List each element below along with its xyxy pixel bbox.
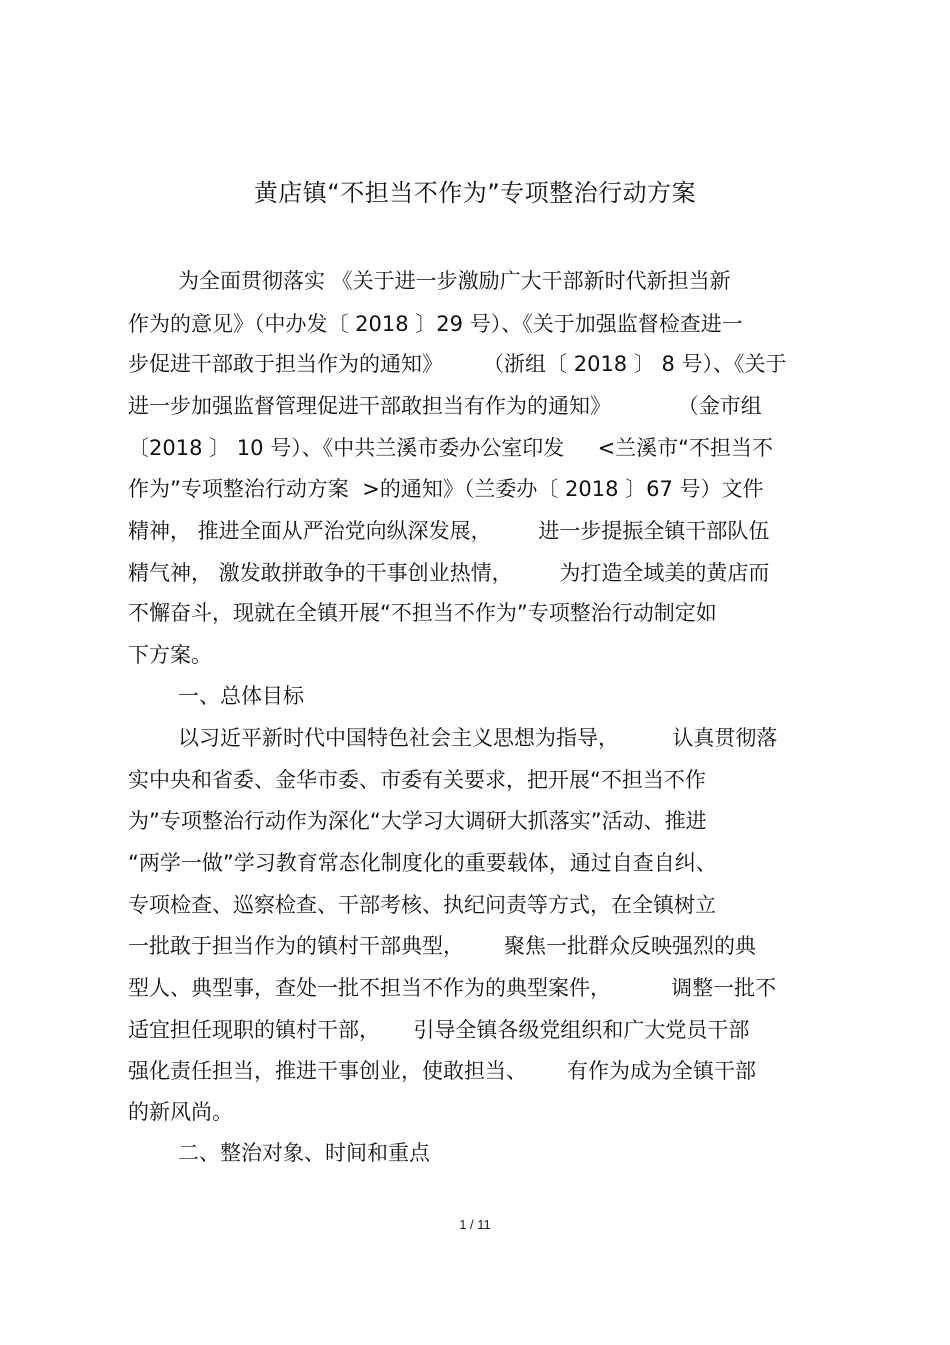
paragraph-line: 下方案。 bbox=[128, 643, 212, 667]
paragraph-line: 强化责任担当，推进干事创业，使敢担当、 有作为成为全镇干部 bbox=[128, 1059, 757, 1083]
paragraph-line: 为全面贯彻落实 《关于进一步激励广大干部新时代新担当新 bbox=[178, 269, 731, 293]
paragraph-line: 进一步加强监督管理促进干部敢担当有作为的通知》 （金市组 bbox=[128, 394, 762, 418]
paragraph-line: 实中央和省委、金华市委、市委有关要求，把开展“不担当不作 bbox=[128, 768, 706, 792]
paragraph-line: “两学一做”学习教育常态化制度化的重要载体，通过自查自纠、 bbox=[128, 851, 717, 875]
paragraph-line: 不懈奋斗，现就在全镇开展“不担当不作为”专项整治行动制定如 bbox=[128, 601, 717, 625]
paragraph-line: 专项检查、巡察检查、干部考核、执纪问责等方式，在全镇树立 bbox=[128, 893, 716, 917]
paragraph-line: 作为的意见》（中办发〔 2018 〕29 号）、《关于加强监督检查进一 bbox=[128, 312, 743, 336]
section-heading: 一、总体目标 bbox=[178, 684, 304, 708]
paragraph-line: 适宜担任现职的镇村干部， 引导全镇各级党组织和广大党员干部 bbox=[128, 1018, 750, 1042]
paragraph-line: 的新风尚。 bbox=[128, 1100, 233, 1124]
paragraph-line: 以习近平新时代中国特色社会主义思想为指导， 认真贯彻落 bbox=[178, 726, 778, 750]
paragraph-line: 精神， 推进全面从严治党向纵深发展， 进一步提振全镇干部队伍 bbox=[128, 519, 770, 543]
document-title: 黄店镇“不担当不作为”专项整治行动方案 bbox=[253, 179, 697, 207]
paragraph-line: 精气神， 激发敢拼敢争的干事创业热情， 为打造全域美的黄店而 bbox=[128, 561, 770, 585]
paragraph-line: 一批敢于担当作为的镇村干部典型， 聚焦一批群众反映强烈的典 bbox=[128, 934, 757, 958]
paragraph-line: 为”专项整治行动作为深化“大学习大调研大抓落实”活动、推进 bbox=[128, 809, 707, 833]
page-number: 1 / 11 bbox=[459, 1217, 491, 1232]
section-heading: 二、整治对象、时间和重点 bbox=[178, 1141, 430, 1165]
paragraph-line: 〔2018 〕 10 号）、《中共兰溪市委办公室印发 <兰溪市“不担当不 bbox=[128, 436, 774, 460]
paragraph-line: 型人、典型事，查处一批不担当不作为的典型案件， 调整一批不 bbox=[128, 976, 777, 1000]
paragraph-line: 步促进干部敢于担当作为的通知》 （浙组〔 2018 〕 8 号）、《关于 bbox=[128, 352, 787, 376]
paragraph-line: 作为”专项整治行动方案 >的通知》（兰委办〔 2018 〕67 号）文件 bbox=[128, 477, 764, 501]
